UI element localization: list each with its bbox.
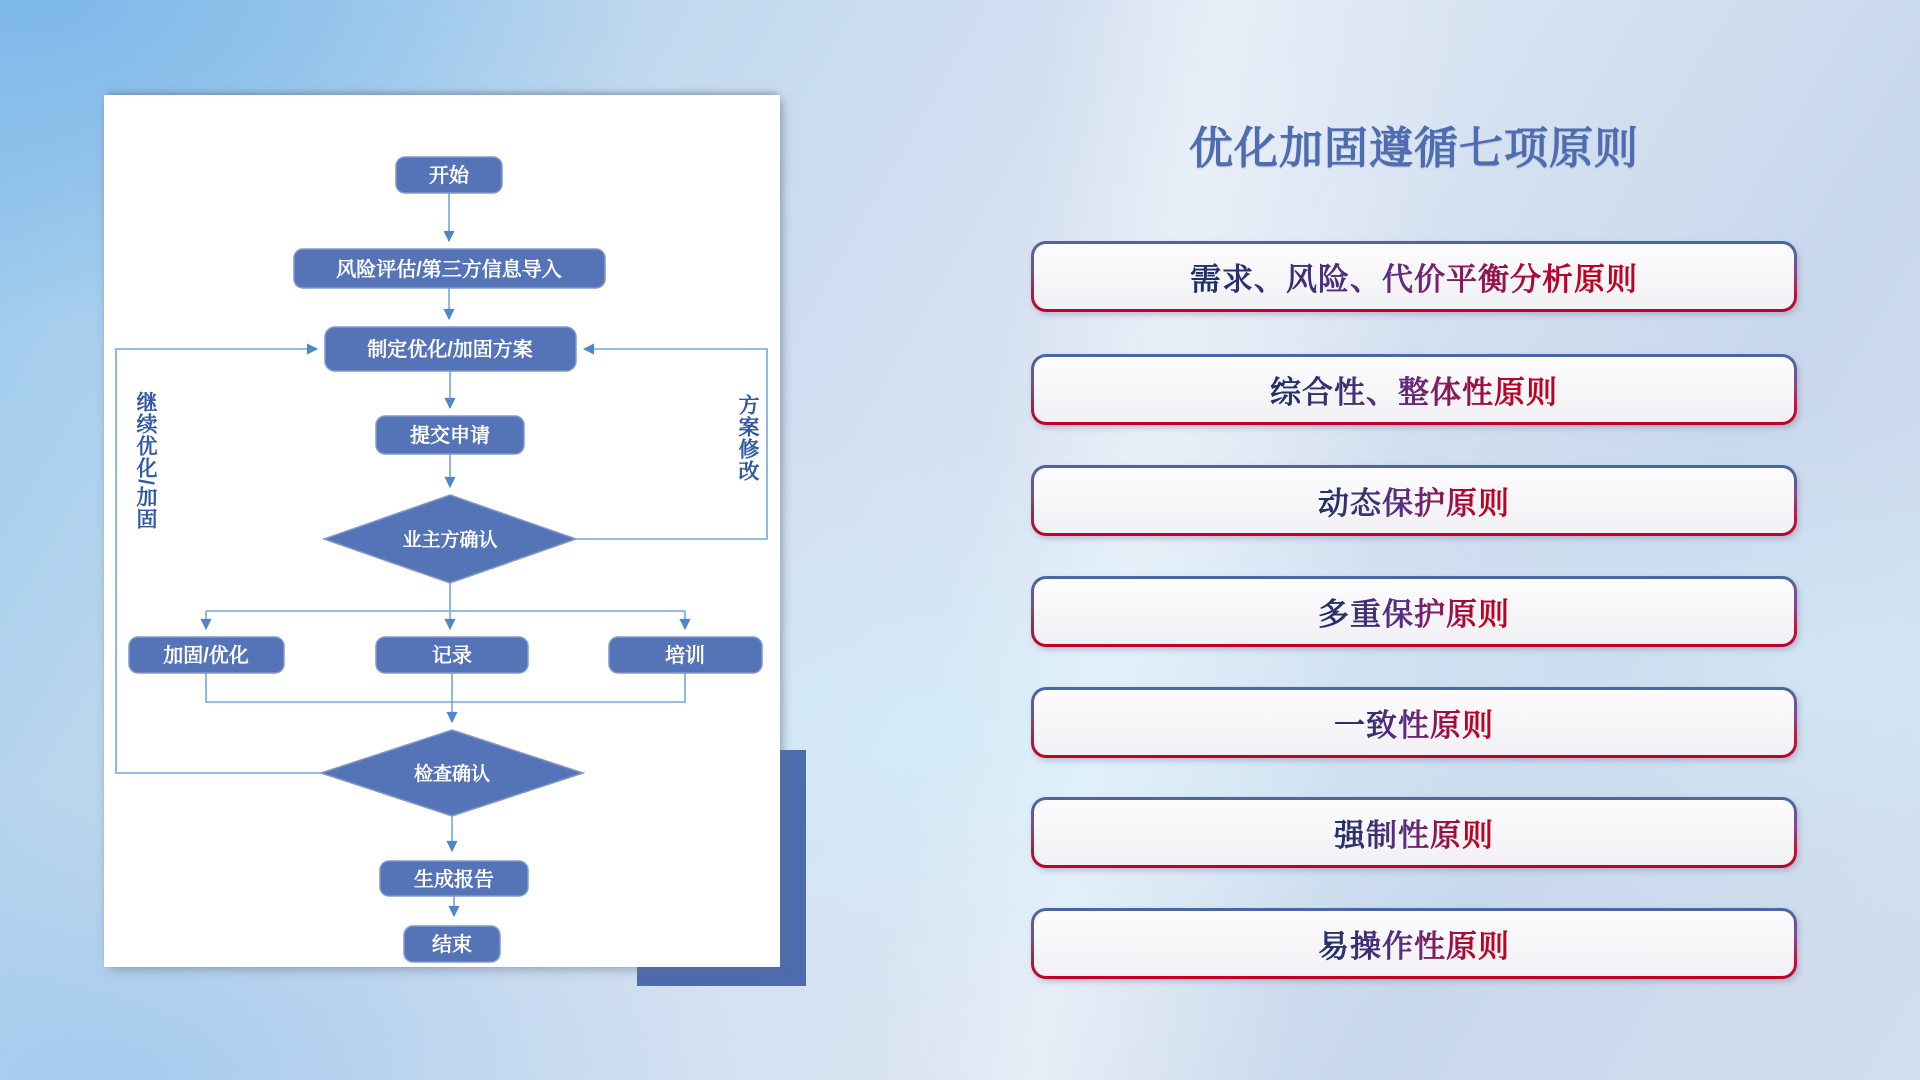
- flow-node-report: [380, 861, 528, 896]
- flow-node-make-plan-label: 制定优化/加固方案: [367, 339, 533, 361]
- flowchart-diagram: [104, 95, 780, 967]
- flow-node-risk-import-label: 风险评估/第三方信息导入: [336, 259, 562, 281]
- flow-node-training-label: 培训: [665, 645, 705, 667]
- principle-pill-7-body: [1034, 911, 1794, 976]
- flow-node-end: [404, 926, 500, 962]
- flow-node-start-label: 开始: [429, 165, 469, 187]
- flow-node-end-label: 结束: [432, 934, 472, 956]
- connector-split-bus: [206, 583, 685, 611]
- flow-node-report-label: 生成报告: [414, 869, 494, 891]
- principle-pill-1: [1031, 241, 1797, 312]
- flow-node-make-plan: [325, 327, 576, 371]
- flow-node-reinforce: [129, 637, 284, 673]
- flow-node-record: [376, 637, 528, 673]
- principle-4-label: 多重保护原则: [1318, 589, 1510, 634]
- principle-pill-3: [1031, 465, 1797, 536]
- principle-pill-2-body: [1034, 357, 1794, 422]
- principle-2-label: 综合性、整体性原则: [1270, 367, 1558, 412]
- flow-node-training: [609, 637, 762, 673]
- principle-3-label: 动态保护原则: [1318, 478, 1510, 523]
- principle-pill-1-body: [1034, 244, 1794, 309]
- flow-nodes: [129, 157, 762, 962]
- flow-node-risk-import: [294, 249, 605, 288]
- principle-pill-4: [1031, 576, 1797, 647]
- principle-pill-4-body: [1034, 579, 1794, 644]
- left-loop-label: 继续优化/加固: [134, 391, 157, 530]
- right-loop-label: 方案修改: [736, 394, 759, 482]
- connector-merge-bus: [206, 673, 685, 702]
- flow-node-check-confirm-label: 检查确认: [413, 764, 491, 785]
- flow-node-submit-label: 提交申请: [410, 425, 490, 447]
- principle-pill-7: [1031, 908, 1797, 979]
- flow-node-submit: [376, 416, 524, 454]
- principle-pill-3-body: [1034, 468, 1794, 533]
- principle-pill-6: [1031, 797, 1797, 868]
- flow-node-owner-confirm: [324, 495, 576, 583]
- principle-pill-5: [1031, 687, 1797, 758]
- principle-pill-2: [1031, 354, 1797, 425]
- page-title: 优化加固遵循七项原则: [1189, 124, 1639, 173]
- flow-node-record-label: 记录: [432, 645, 472, 667]
- flow-node-reinforce-label: 加固/优化: [163, 645, 249, 667]
- principle-5-label: 一致性原则: [1334, 700, 1494, 745]
- principle-pill-5-body: [1034, 690, 1794, 755]
- principle-1-label: 需求、风险、代价平衡分析原则: [1190, 254, 1638, 299]
- flowchart-panel: [104, 95, 780, 967]
- flow-node-check-confirm: [321, 730, 583, 816]
- principle-7-label: 易操作性原则: [1318, 921, 1510, 966]
- flow-node-start: [396, 157, 502, 193]
- flow-node-owner-confirm-label: 业主方确认: [402, 530, 498, 551]
- principle-pill-6-body: [1034, 800, 1794, 865]
- principle-6-label: 强制性原则: [1334, 810, 1494, 855]
